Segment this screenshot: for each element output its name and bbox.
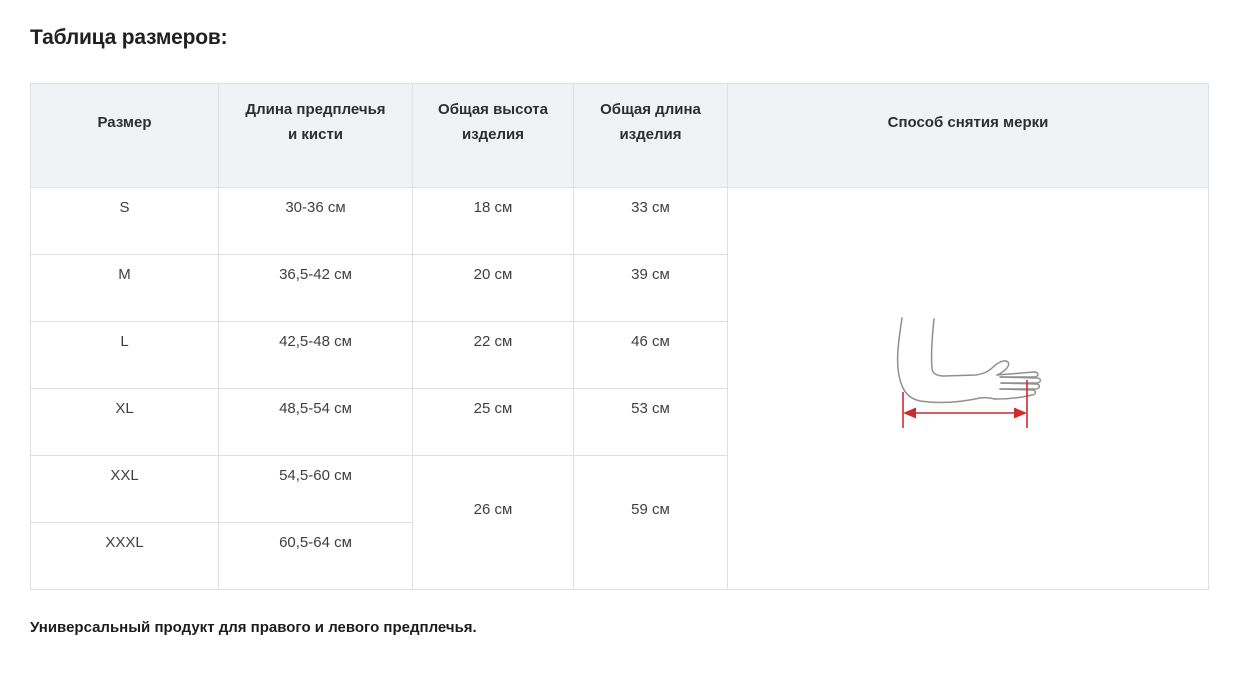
product-length-cell: 33 см	[574, 188, 728, 255]
measurement-method-cell	[728, 188, 1209, 590]
forearm-length-cell: 48,5-54 см	[219, 389, 413, 456]
col-header-product-height: Общая высота изделия	[413, 84, 574, 188]
size-cell: M	[31, 255, 219, 322]
product-length-cell: 53 см	[574, 389, 728, 456]
size-cell: L	[31, 322, 219, 389]
footer-note: Универсальный продукт для правого и левого предплечья.	[30, 619, 477, 636]
col-header-measurement-method: Способ снятия мерки	[728, 84, 1209, 188]
row-s	[31, 188, 1209, 255]
forearm-length-cell: 42,5-48 см	[219, 322, 413, 389]
size-cell: XXL	[31, 456, 219, 523]
product-height-cell: 20 см	[413, 255, 574, 322]
forearm-length-cell: 36,5-42 см	[219, 255, 413, 322]
product-height-cell: 18 см	[413, 188, 574, 255]
size-table	[30, 83, 1209, 590]
size-cell: S	[31, 188, 219, 255]
product-height-cell: 25 см	[413, 389, 574, 456]
col-header-forearm-hand-length: Длина предплечья и кисти	[219, 84, 413, 188]
size-table-body	[31, 188, 1209, 590]
product-height-cell-merged: 26 см	[413, 456, 574, 590]
size-cell: XL	[31, 389, 219, 456]
product-length-cell: 39 см	[574, 255, 728, 322]
forearm-length-cell: 60,5-64 см	[219, 523, 413, 590]
arm-measurement-diagram	[888, 316, 1048, 434]
col-header-product-length: Общая длина изделия	[574, 84, 728, 188]
product-height-cell: 22 см	[413, 322, 574, 389]
col-header-size: Размер	[31, 84, 219, 188]
size-cell: XXXL	[31, 523, 219, 590]
product-length-cell-merged: 59 см	[574, 456, 728, 590]
forearm-length-cell: 30-36 см	[219, 188, 413, 255]
size-table-header	[31, 84, 1209, 188]
page-title: Таблица размеров:	[30, 26, 228, 49]
product-length-cell: 46 см	[574, 322, 728, 389]
forearm-length-cell: 54,5-60 см	[219, 456, 413, 523]
header-row	[31, 84, 1209, 188]
